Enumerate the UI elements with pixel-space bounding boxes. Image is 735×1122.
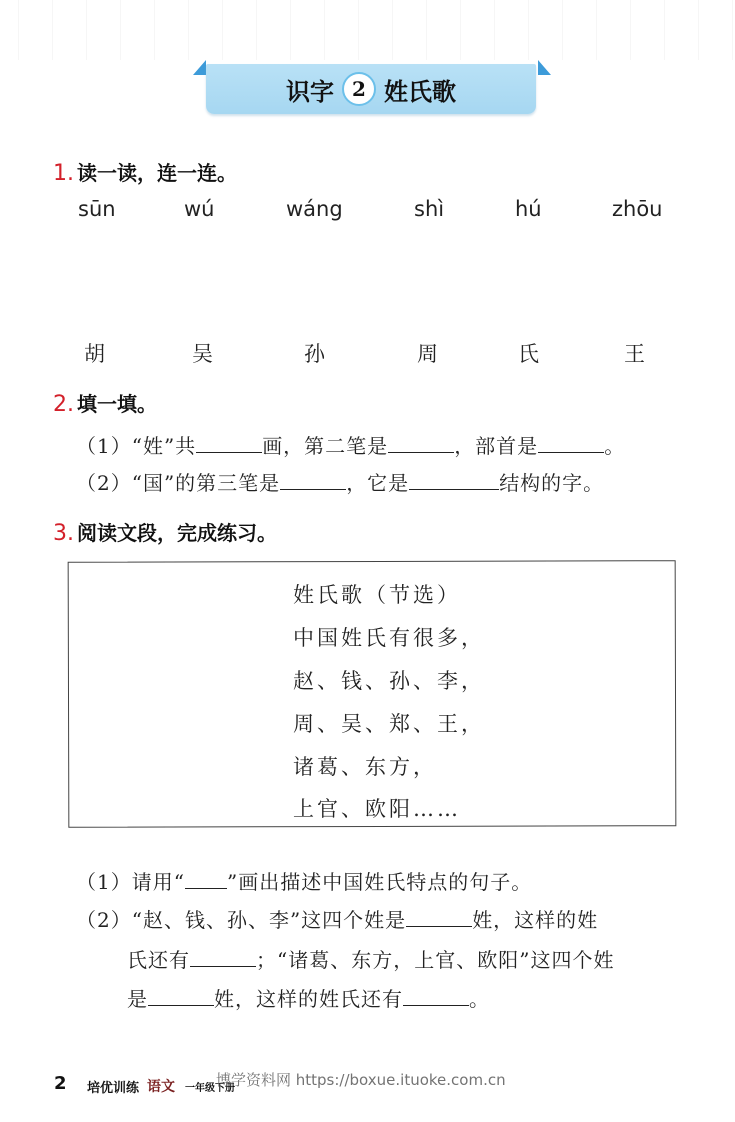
question-title: 阅读文段，完成练习。 bbox=[77, 521, 277, 545]
poem-line: 中国姓氏有很多， bbox=[293, 626, 485, 650]
q3-item-1 bbox=[76, 866, 532, 895]
text-segment: 结构的字。 bbox=[499, 471, 605, 495]
lesson-number-badge: 2 bbox=[342, 72, 376, 106]
pinyin-item[interactable]: wáng bbox=[286, 197, 343, 221]
underline-sample bbox=[185, 870, 227, 889]
text-segment: ”画出描述中国姓氏特点的句子。 bbox=[226, 870, 533, 894]
text-segment: “国”的第三笔是 bbox=[131, 471, 281, 495]
character-item[interactable]: 王 bbox=[624, 342, 645, 366]
text-segment: 。 bbox=[469, 987, 490, 1011]
q2-item-2 bbox=[76, 467, 604, 496]
answer-blank[interactable] bbox=[148, 987, 214, 1006]
pinyin-item[interactable]: shì bbox=[414, 197, 445, 221]
item-label: （2） bbox=[76, 471, 132, 495]
question-number: 2. bbox=[53, 392, 74, 417]
character-item[interactable]: 周 bbox=[417, 342, 438, 366]
banner-body bbox=[206, 64, 536, 114]
question-number: 1. bbox=[53, 161, 74, 186]
text-segment: 请用“ bbox=[131, 870, 185, 894]
answer-blank[interactable] bbox=[280, 471, 346, 490]
poem-line: 诸葛、东方， bbox=[293, 755, 437, 779]
question-number: 3. bbox=[53, 521, 74, 546]
text-segment: ，它是 bbox=[346, 471, 410, 495]
question-3-heading bbox=[53, 517, 277, 546]
answer-blank[interactable] bbox=[403, 987, 469, 1006]
text-segment: 姓，这样的姓氏还有 bbox=[214, 987, 403, 1011]
poem-title: 姓氏歌（节选） bbox=[293, 583, 461, 607]
watermark-text: 博学资料网 https://boxue.ituoke.com.cn bbox=[216, 1071, 506, 1089]
question-title: 读一读，连一连。 bbox=[77, 161, 237, 185]
poem-line: 上官、欧阳…… bbox=[293, 797, 461, 821]
q3-item-2-line-3 bbox=[127, 983, 490, 1012]
item-label: （1） bbox=[76, 434, 132, 458]
banner-right-triangle bbox=[538, 60, 551, 75]
item-label: （1） bbox=[76, 870, 132, 894]
answer-blank[interactable] bbox=[388, 434, 454, 453]
character-item[interactable]: 孙 bbox=[304, 342, 325, 366]
text-segment: “姓”共 bbox=[131, 434, 197, 458]
question-2-heading bbox=[53, 388, 157, 417]
poem-line: 赵、钱、孙、李， bbox=[293, 669, 485, 693]
character-item[interactable]: 氏 bbox=[518, 342, 539, 366]
lesson-prefix: 识字 bbox=[286, 77, 334, 106]
page-number: 2 bbox=[54, 1073, 67, 1094]
text-segment: 氏还有 bbox=[127, 948, 190, 972]
scan-artifacts bbox=[0, 0, 735, 60]
lesson-title-banner bbox=[193, 60, 551, 118]
lesson-title: 姓氏歌 bbox=[384, 77, 456, 106]
character-item[interactable]: 吴 bbox=[192, 342, 213, 366]
text-segment: “赵、钱、孙、李”这四个姓是 bbox=[131, 908, 407, 932]
answer-blank[interactable] bbox=[409, 471, 499, 490]
book-grade: 一年级下册 bbox=[185, 1083, 235, 1094]
text-segment: 。 bbox=[604, 434, 626, 458]
pinyin-item[interactable]: wú bbox=[184, 197, 215, 221]
answer-blank[interactable] bbox=[190, 948, 256, 967]
answer-blank[interactable] bbox=[196, 434, 262, 453]
q3-item-2-line-2 bbox=[127, 944, 614, 973]
character-item[interactable]: 胡 bbox=[84, 342, 105, 366]
pinyin-item[interactable]: sūn bbox=[78, 197, 116, 221]
text-segment: 姓，这样的姓 bbox=[472, 908, 599, 932]
item-label: （2） bbox=[76, 908, 132, 932]
text-segment: ；“诸葛、东方，上官、欧阳”这四个姓 bbox=[256, 948, 615, 972]
answer-blank[interactable] bbox=[538, 434, 604, 453]
book-subject: 语文 bbox=[147, 1079, 175, 1095]
pinyin-item[interactable]: zhōu bbox=[612, 197, 663, 221]
book-series: 培优训练 bbox=[87, 1081, 140, 1096]
text-segment: ，部首是 bbox=[454, 434, 539, 458]
pinyin-item[interactable]: hú bbox=[515, 197, 542, 221]
q3-item-2-line-1 bbox=[76, 904, 598, 933]
banner-left-triangle bbox=[193, 60, 206, 75]
question-title: 填一填。 bbox=[77, 392, 157, 416]
text-segment: 是 bbox=[127, 987, 148, 1011]
q2-item-1 bbox=[76, 430, 625, 459]
text-segment: 画，第二笔是 bbox=[262, 434, 389, 458]
poem-line: 周、吴、郑、王， bbox=[293, 712, 485, 736]
answer-blank[interactable] bbox=[406, 908, 472, 927]
question-1-heading bbox=[53, 157, 237, 186]
